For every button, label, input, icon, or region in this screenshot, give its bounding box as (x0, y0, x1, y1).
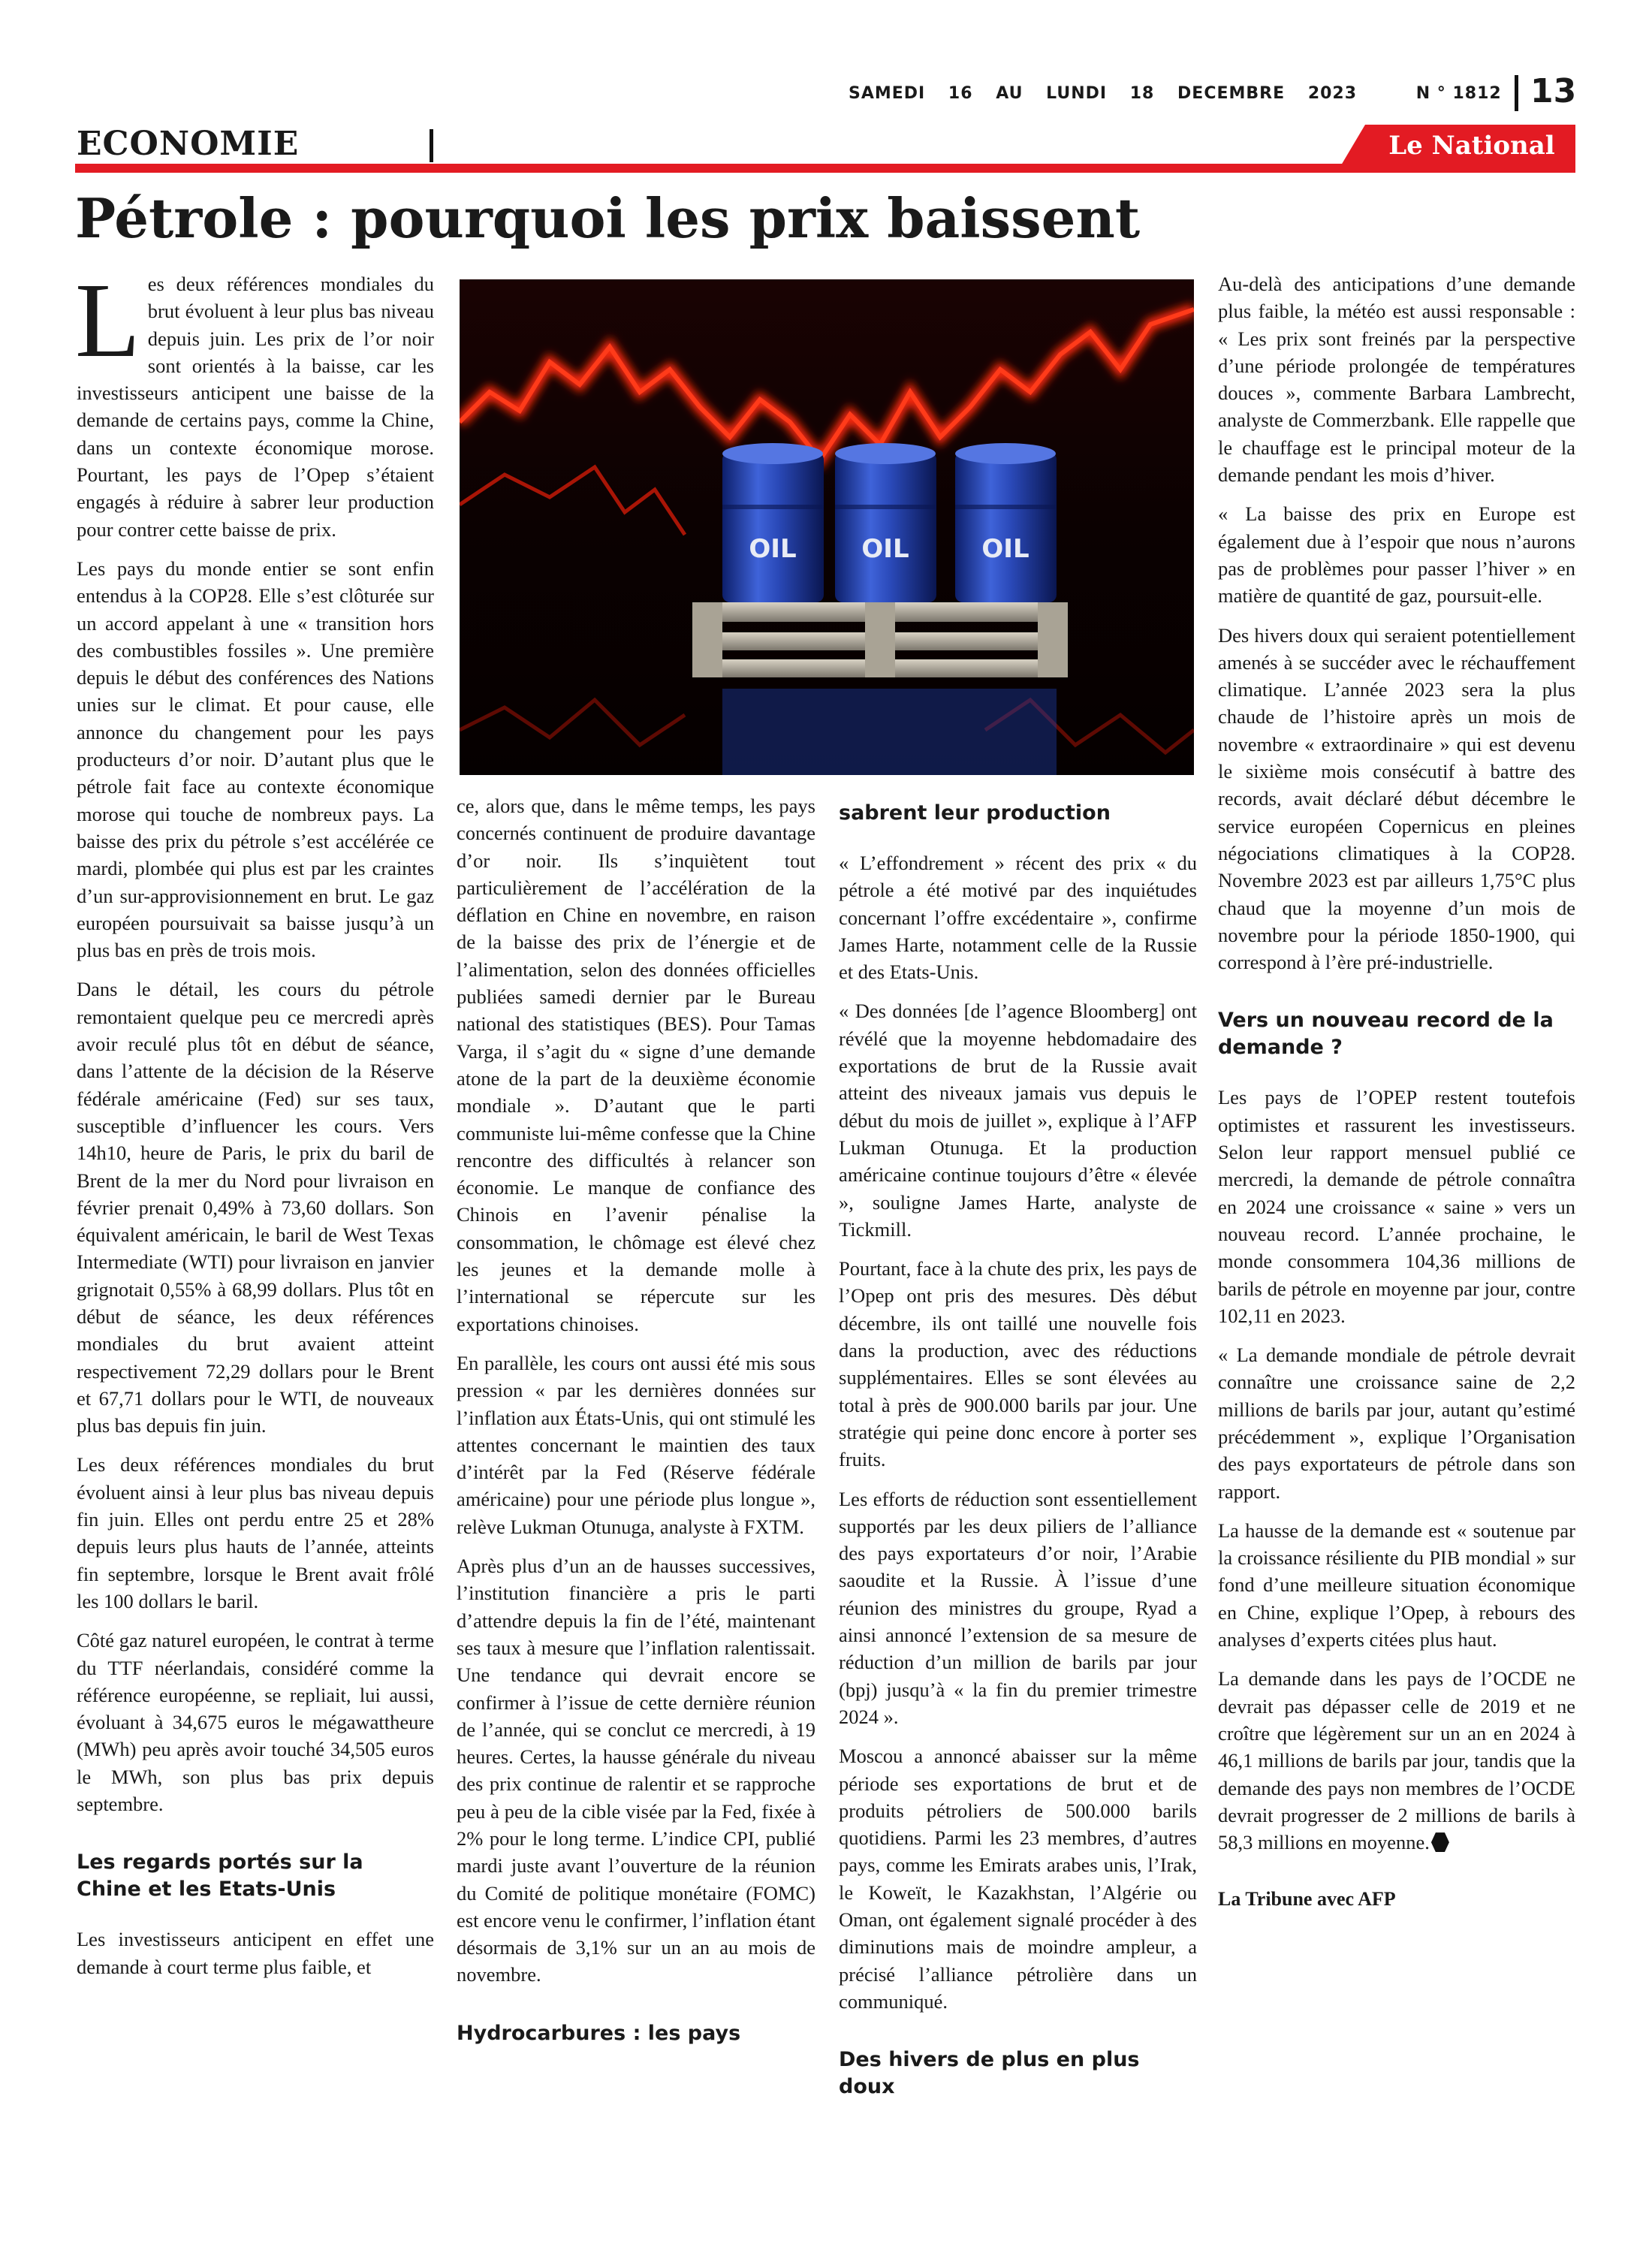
barrel-reflection (722, 689, 1057, 775)
barrel-middle (835, 443, 936, 602)
paragraph: ce, alors que, dans le même temps, les pays concernés continuent de produire davantage d’or noir. Ils s’inquiètent tout particulièrement de l’accélération de la déflation en Chine en novembre, en raison de la baisse des prix de l’énergie et de l’alimentation, selon des données officielles publiées samedi dernier par le Bureau national des statistiques (BES). Pour Tamas Varga, il s’agit du « signe d’une demande atone de la part de la deuxième économie mondiale ». D’autant que le parti communiste lui-même confesse que la Chine rencontre des difficultés à relancer son économie. Le manque de confiance des Chinois en l’avenir pénalise la consommation, le chômage est élevé chez les jeunes et la demande molle à l’international se répercute sur les exportations chinoises. (457, 795, 815, 1335)
date-num-1: 16 (948, 84, 973, 103)
paragraph: Les pays du monde entier se sont enfin entendus à la COP28. Elle s’est clôturée sur un accord appelant à une « transition hors des combustibles fossiles ». Une première depuis le début des conférences des Nations unies sur le climat. Et pour cause, elle annonce du changement pour les pays producteurs d’or noir. D’autant plus que le pétrole fait face au contexte économique morose qui touche de nombreux pays. La baisse des prix du pétrole s’est accélérée ce mardi, plombée qui plus est par les craintes d’un sur-approvisionnement en brut. Le gaz européen poursuivait sa baisse jusqu’à un plus bas en près de trois mois. (77, 556, 434, 962)
subheading: Vers un nouveau record de la demande ? (1218, 1009, 1554, 1060)
end-of-article-icon (1431, 1832, 1449, 1852)
paragraph: Les pays de l’OPEP restent toutefois optimistes et rassurent les investisseurs. Selon leur rapport mensuel publié ce mercredi, la demande de pétrole connaîtra en 2024 une croissance « saine » vers un nouveau record. L’année prochaine, le monde consommera 104,36 millions de barils de pétrole en moyenne par jour, contre 102,11 en 2023. (1218, 1086, 1575, 1327)
paragraph-text: La demande dans les pays de l’OCDE ne devrait pas dépasser celle de 2019 et ne croître que légèrement sur un an en 2024 à 46,1 millions de barils par jour, tandis que la demande des pays non membres de l’OCDE devrait progresser de 2 millions de barils à 58,3 millions en moyenne. (1218, 1667, 1575, 1854)
barrel-label-left: OIL (749, 534, 797, 564)
barrel-label-right: OIL (981, 534, 1029, 564)
article-column-3 (839, 792, 1197, 2123)
page-number-separator (1515, 75, 1518, 111)
page-number: 13 (1530, 72, 1577, 110)
paragraph: « L’effondrement » récent des prix « du pétrole a été motivé par des inquiétudes concernant l’offre excédentaire », confirme James Harte, notamment celle de la Russie et des Etats-Unis. (839, 852, 1197, 984)
paragraph (75, 261, 434, 543)
paragraph: Côté gaz naturel européen, le contrat à terme du TTF néerlandais, considéré comme la référence européenne, se repliait, lui aussi, évoluant à 34,675 euros le mégawattheure (MWh) peu après avoir touché 34,505 euros le MWh, son plus bas prix depuis septembre. (77, 1629, 434, 1816)
paragraph: Les investisseurs anticipent en effet une demande à court terme plus faible, et (77, 1928, 434, 1978)
barrel-left (722, 443, 824, 602)
paragraph: Des hivers doux qui seraient potentiellement amenés à se succéder avec le réchauffement climatique. L’année 2023 sera la plus chaude de l’histoire après un mois de novembre « extraordinaire » qui est devenu le sixième mois consécutif à battre des records, avait déclaré début décembre le service européen Copernicus en pleines négociations climatiques à la COP28. Novembre 2023 est par ailleurs 1,75°C plus chaud que la moyenne d’un mois de novembre pour la période 1850-1900, qui correspond à l’ère pré-industrielle. (1218, 623, 1575, 974)
paragraph: Après plus d’un an de hausses successives, l’institution financière a pris le parti d’attendre depuis la fin de l’été, maintenant ses taux à mesure que l’inflation ralentissait. Une tendance qui devrait encore se confirmer à l’issue de cette dernière réunion de l’année, qui se conclut ce mercredi, à 19 heures. Certes, la hausse générale du niveau des prix continue de ralentir et se rapproche peu à peu de la cible visée par la Fed, fixée à 2% pour le long terme. L’indice CPI, publié mardi juste avant l’ouverture de la réunion du Comité de politique monétaire (FOMC) est encore venu le confirmer, l’inflation étant désormais de 3,1% sur un an au mois de novembre. (457, 1555, 815, 1986)
dropcap-letter: L (75, 261, 140, 379)
paragraph (1218, 1665, 1575, 1856)
paragraph: La hausse de la demande est « soutenue par la croissance résiliente du PIB mondial » sur fond d’une meilleure situation économique en Chine, explique l’Opep, à rebours des analyses d’experts citées plus haut. (1218, 1519, 1575, 1651)
article-column-4 (1218, 270, 1575, 1914)
subheading: Hydrocarbures : les pays (457, 2021, 741, 2045)
paragraph: Moscou a annoncé abaisser sur la même période ses exportations de brut et de produits pétroliers de 500.000 barils quotidiens. Parmi les 23 membres, d’autres pays, comme les Emirats arabes unis, l’Irak, le Koweït, le Kazakhstan, l’Algérie ou Oman, ont également signalé procéder à des diminutions mais de moindre ampleur, a précisé l’alliance pétrolière dans un communiqué. (839, 1745, 1197, 2013)
date-month: DECEMBRE (1177, 84, 1286, 103)
subheading: Des hivers de plus en plus doux (839, 2048, 1140, 2099)
article-headline: Pétrole : pourquoi les prix baissent (75, 186, 1141, 250)
paragraph: Les deux références mondiales du brut évoluent ainsi à leur plus bas niveau depuis fin juin. Elles ont perdu entre 25 et 28% depuis leurs plus hauts de l’année, atteints fin septembre, lorsque le Brent avait frôlé les 100 dollars le baril. (77, 1453, 434, 1612)
article-credit: La Tribune avec AFP (1218, 1888, 1396, 1911)
paragraph: Au-delà des anticipations d’une demande plus faible, la météo est aussi responsable : « Les prix sont freinés par la perspective d’une période prolongée de températures douces », commente Barbara Lambrecht, analyste de Commerzbank. Elle rappelle que le chauffage est le principal moteur de la demande pendant les mois d’hiver. (1218, 273, 1575, 487)
rubric-divider (430, 129, 433, 162)
paragraph: « La baisse des prix en Europe est également due à l’espoir que nous n’aurons pas de problèmes pour passer l’hiver » en matière de quantité de gaz, poursuit-elle. (1218, 502, 1575, 608)
subheading-continued: sabrent leur production (839, 801, 1111, 825)
paragraph: Dans le détail, les cours du pétrole remontaient quelque peu ce mercredi après avoir reculé plus tôt en début de séance, dans l’attente de la décision de la Réserve fédérale américaine (Fed) sur ses taux, susceptible d’influencer les cours. Vers 14h10, heure de Paris, le prix du baril de Brent de la mer du Nord pour livraison en février prenait 0,49% à 73,60 dollars. Son équivalent américain, le baril de West Texas Intermediate (WTI) pour livraison en janvier grignotait 0,55% à 68,99 dollars. Plus tôt en début de séance, les deux références mondiales du brut avaient atteint respectivement 72,29 dollars pour le Brent et 67,71 dollars pour le WTI, de nouveaux plus bas depuis fin juin. (77, 978, 434, 1437)
paragraph: En parallèle, les cours ont aussi été mis sous pression « par les dernières données sur l’inflation aux États-Unis, qui ont stimulé les attentes concernant le maintien des taux d’intérêt par la Fed (Réserve fédérale américaine) pour une période plus longue », relève Lukman Otunuga, analyste à FXTM. (457, 1351, 815, 1538)
subheading: Les regards portés sur la Chine et les Etats-Unis (77, 1850, 363, 1902)
barrel-label-middle: OIL (861, 534, 909, 564)
issue-number: N ° 1812 (1415, 84, 1502, 103)
date-num-2: 18 (1129, 84, 1155, 103)
date-au: AU (996, 84, 1023, 103)
paragraph: « La demande mondiale de pétrole devrait connaître une croissance saine de 2,2 millions de barils par jour, autant qu’estimé précédemment », explique l’Organisation des pays exportateurs de pétrole dans son rapport. (1218, 1344, 1575, 1503)
date-year: 2023 (1307, 84, 1358, 103)
paragraph-text: es deux références mondiales du brut évoluent à leur plus bas niveau depuis juin. Les prix de l’or noir sont orientés à la baisse, car les investisseurs anticipent une baisse de la demande de certains pays, comme la Chine, dans un contexte économique morose. Pourtant, les pays de l’Opep s’étaient engagés à réduire à sabrer leur production pour contrer cette baisse de prix. (77, 273, 434, 541)
paragraph: Pourtant, face à la chute des prix, les pays de l’Opep ont pris des mesures. Dès début décembre, ils ont taillé une nouvelle fois dans la production, avec des réductions supplémentaires. Elles se sont élevées au total à près de 900.000 barils par jour. Une stratégie qui peine donc encore à porter ses fruits. (839, 1257, 1197, 1471)
barrel-right (955, 443, 1057, 602)
article-column-2 (457, 792, 815, 2070)
article-column-1 (75, 261, 434, 1992)
section-rubric: ECONOMIE (77, 125, 300, 163)
article-photo (460, 279, 1194, 775)
paragraph: Les efforts de réduction sont essentiellement supportés par les deux piliers de l’alliance des pays exportateurs d’or noir, l’Arabie saoudite et la Russie. À l’issue d’une réunion des ministres du groupe, Ryad a ainsi annoncé l’extension de sa mesure de réduction d’un million de barils par jour (bpj) jusqu’à « la fin du premier trimestre 2024 ». (839, 1487, 1197, 1728)
newspaper-brand: Le National (1388, 131, 1555, 161)
date-line (849, 84, 1502, 103)
paragraph: « Des données [de l’agence Bloomberg] ont révélé que la moyenne hebdomadaire des exportations de brut de la Russie avait atteint des niveaux jamais vus depuis le début du mois de juillet », explique à l’AFP Lukman Otunuga. Et la production américaine continue toujours d’être « élevée », souligne James Harte, analyste de Tickmill. (839, 1000, 1197, 1241)
pallet (692, 602, 1068, 677)
date-day-2: LUNDI (1046, 84, 1108, 103)
date-day: SAMEDI (849, 84, 926, 103)
